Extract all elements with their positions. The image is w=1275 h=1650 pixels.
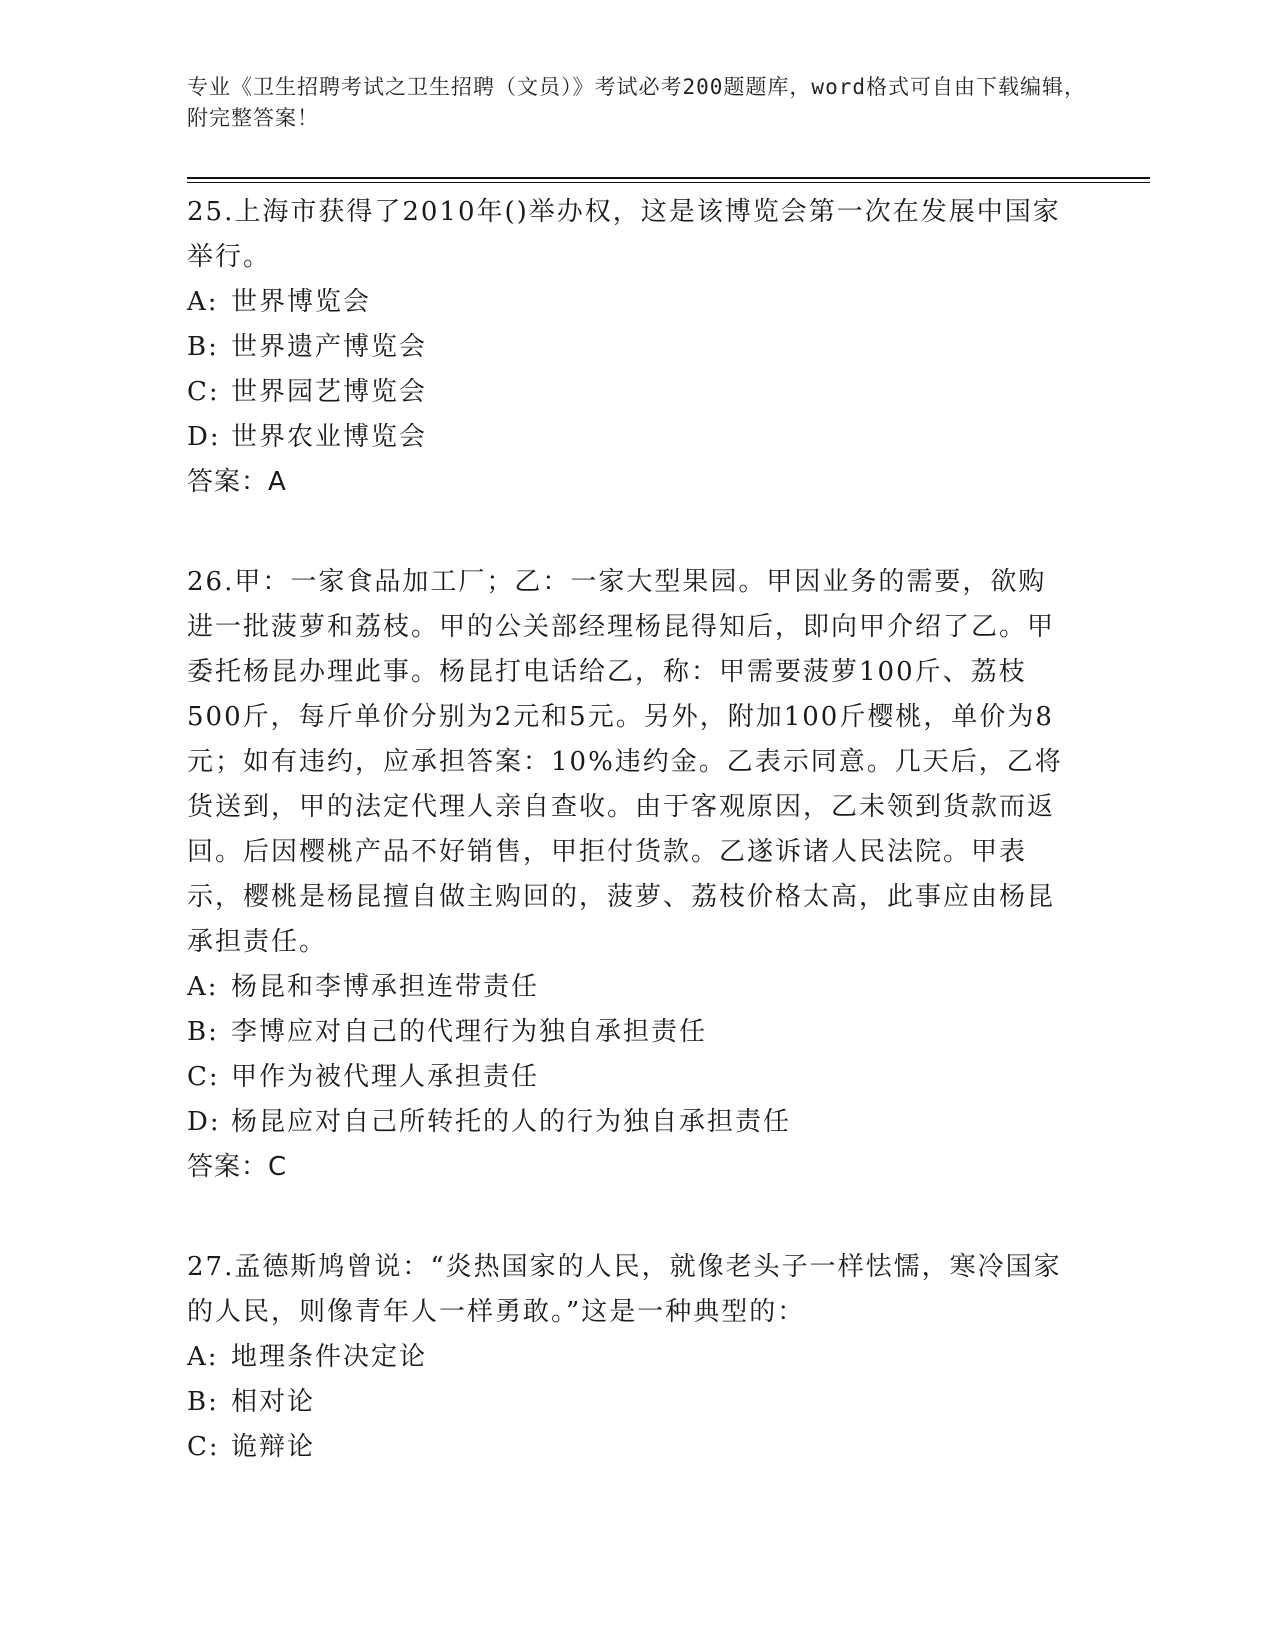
option-a [187, 280, 1067, 325]
option-text: 杨昆和李博承担连带责任 [231, 972, 540, 1002]
question-list [187, 190, 1067, 1525]
answer: 答案：C [187, 1152, 288, 1182]
option-text: 世界园艺博览会 [231, 377, 428, 407]
option-key: D: [187, 1107, 221, 1137]
option-b [187, 1380, 1067, 1425]
option-a [187, 1335, 1067, 1380]
option-b [187, 325, 1067, 370]
option-a [187, 965, 1067, 1010]
option-key: B: [187, 332, 219, 362]
option-c [187, 1425, 1067, 1470]
option-text: 甲作为被代理人承担责任 [231, 1062, 540, 1092]
option-b [187, 1010, 1067, 1055]
option-text: 世界农业博览会 [231, 422, 428, 452]
option-text: 世界博览会 [231, 287, 372, 317]
option-key: D: [187, 422, 221, 452]
question-25 [187, 190, 1067, 505]
option-text: 杨昆应对自己所转托的人的行为独自承担责任 [231, 1107, 792, 1137]
option-key: A: [187, 1342, 219, 1372]
header-divider-thin [187, 182, 1150, 183]
option-c [187, 370, 1067, 415]
option-key: C: [187, 1432, 220, 1462]
option-d [187, 415, 1067, 460]
header-divider-thick [187, 177, 1150, 179]
option-key: A: [187, 287, 219, 317]
question-27 [187, 1245, 1067, 1470]
question-stem: 25.上海市获得了2010年()举办权，这是该博览会第一次在发展中国家举行。 [187, 197, 1061, 272]
option-text: 李博应对自己的代理行为独自承担责任 [231, 1017, 708, 1047]
option-d [187, 1100, 1067, 1145]
option-key: B: [187, 1387, 219, 1417]
option-key: A: [187, 972, 219, 1002]
option-text: 地理条件决定论 [231, 1342, 428, 1372]
option-text: 相对论 [231, 1387, 316, 1417]
option-key: C: [187, 1062, 220, 1092]
option-text: 世界遗产博览会 [231, 332, 428, 362]
question-stem: 27.孟德斯鸠曾说：“炎热国家的人民，就像老头子一样怯懦，寒冷国家的人民，则像青年人一样勇敢。”这是一种典型的： [187, 1252, 1062, 1327]
document-header: 专业《卫生招聘考试之卫生招聘（文员）》考试必考200题题库，word格式可自由下载编辑，附完整答案！ [187, 75, 1086, 130]
answer: 答案：A [187, 467, 287, 497]
option-c [187, 1055, 1067, 1100]
question-stem: 26.甲：一家食品加工厂；乙：一家大型果园。甲因业务的需要，欲购进一批菠萝和荔枝。甲的公关部经理杨昆得知后，即向甲介绍了乙。甲委托杨昆办理此事。杨昆打电话给乙，称：甲需要菠萝100斤、荔枝500斤，每斤单价分别为2元和5元。另外，附加100斤樱桃，单价为8元；如有违约，应承担答案：10%违约金。乙表示同意。几天后，乙将货送到，甲的法定代理人亲自查收。由于客观原因，乙未领到货款而返回。后因樱桃产品不好销售，甲拒付货款。乙遂诉诸人民法院。甲表示，樱桃是杨昆擅自做主购回的，菠萝、荔枝价格太高，此事应由杨昆承担责任。 [187, 567, 1063, 957]
option-text: 诡辩论 [231, 1432, 316, 1462]
question-26 [187, 560, 1067, 1190]
option-key: B: [187, 1017, 219, 1047]
option-key: C: [187, 377, 220, 407]
